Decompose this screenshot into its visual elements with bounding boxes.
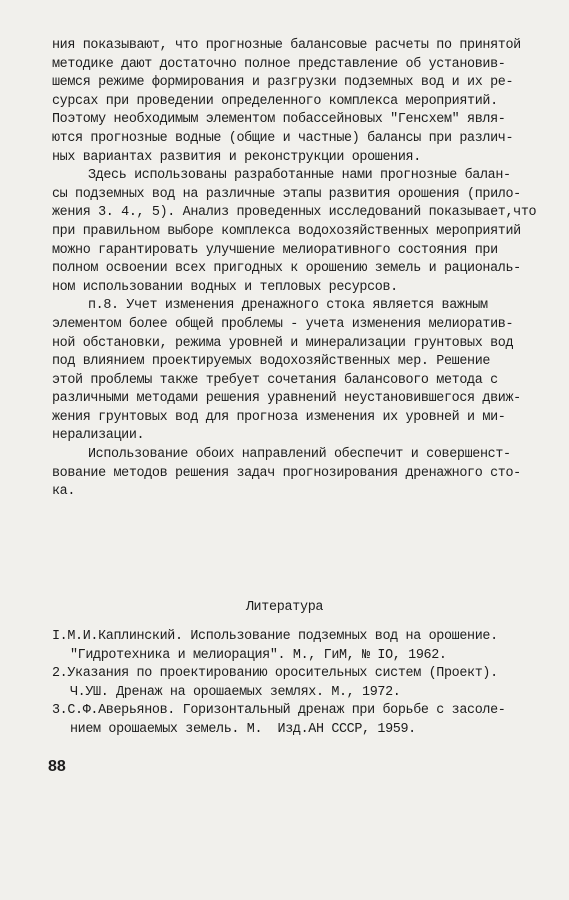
text-line: ной обстановки, режима уровней и минерализации грунтовых вод (52, 335, 514, 351)
reference-item (52, 665, 552, 702)
paragraph-start-line: Здесь использованы разработанные нами прогнозные балан- (88, 168, 511, 184)
text-line: жения грунтовых вод для прогноза изменения их уровней и ми- (52, 409, 506, 425)
text-line: ка. (52, 484, 76, 500)
paragraph-start-line: Использование обоих направлений обеспечит и совершенст- (88, 447, 511, 463)
text-line: можно гарантировать улучшение мелиоративного состояния при (52, 242, 498, 258)
text-line: методике дают достаточно полное представление об установив- (52, 56, 506, 72)
text-line: сурсах при проведении определенного комплекса мероприятий. (52, 93, 498, 109)
reference-line: 2.Указания по проектированию оросительных систем (Проект). (52, 666, 498, 682)
text-line: при правильном выборе комплекса водохозяйственных мероприятий (52, 223, 521, 239)
text-line: ном использовании водных и тепловых ресурсов. (52, 279, 398, 295)
text-line: ния показывают, что прогнозные балансовые расчеты по принятой (52, 38, 521, 53)
text-line: этой проблемы также требует сочетания балансового метода с (52, 372, 498, 388)
reference-item (52, 628, 552, 665)
reference-line: нием орошаемых земель. М. Изд.АН СССР, 1959. (70, 721, 416, 737)
text-line: под влиянием проектируемых водохозяйственных мер. Решение (52, 354, 491, 370)
paragraph-start-line: п.8. Учет изменения дренажного стока является важным (88, 298, 488, 314)
reference-line: 3.С.Ф.Аверьянов. Горизонтальный дренаж при борьбе с засоле- (52, 703, 506, 719)
text-line: ных вариантах развития и реконструкции орошения. (52, 149, 421, 165)
reference-line: "Гидротехника и мелиорация". М., ГиМ, № IO, 1962. (70, 647, 447, 663)
text-line: жения 3. 4., 5). Анализ проведенных исследований показывает,что (52, 205, 537, 221)
reference-item (52, 702, 552, 739)
text-line: Поэтому необходимым элементом побассейновых "Генсхем" явля- (52, 112, 506, 128)
body-text (52, 37, 552, 502)
reference-line: I.М.И.Каплинский. Использование подземных вод на орошение. (52, 629, 498, 644)
text-line: элементом более общей проблемы - учета изменения мелиоратив- (52, 316, 514, 332)
text-line: ются прогнозные водные (общие и частные) балансы при различ- (52, 130, 514, 146)
text-line: полном освоении всех пригодных к орошению земель и рациональ- (52, 261, 521, 277)
text-line: шемся режиме формирования и разгрузки подземных вод и их ре- (52, 75, 514, 91)
references-heading: Литература (245, 600, 324, 615)
text-line: различными методами решения уравнений неустановившегося движ- (52, 391, 521, 407)
text-line: сы подземных вод на различные этапы развития орошения (прило- (52, 186, 521, 202)
references-list (52, 628, 552, 740)
text-line: вование методов решения задач прогнозирования дренажного сто- (52, 465, 521, 481)
text-line: нерализации. (52, 428, 145, 444)
page-number: 88 (48, 758, 66, 775)
reference-line: Ч.УШ. Дренаж на орошаемых землях. М., 1972. (70, 684, 401, 700)
